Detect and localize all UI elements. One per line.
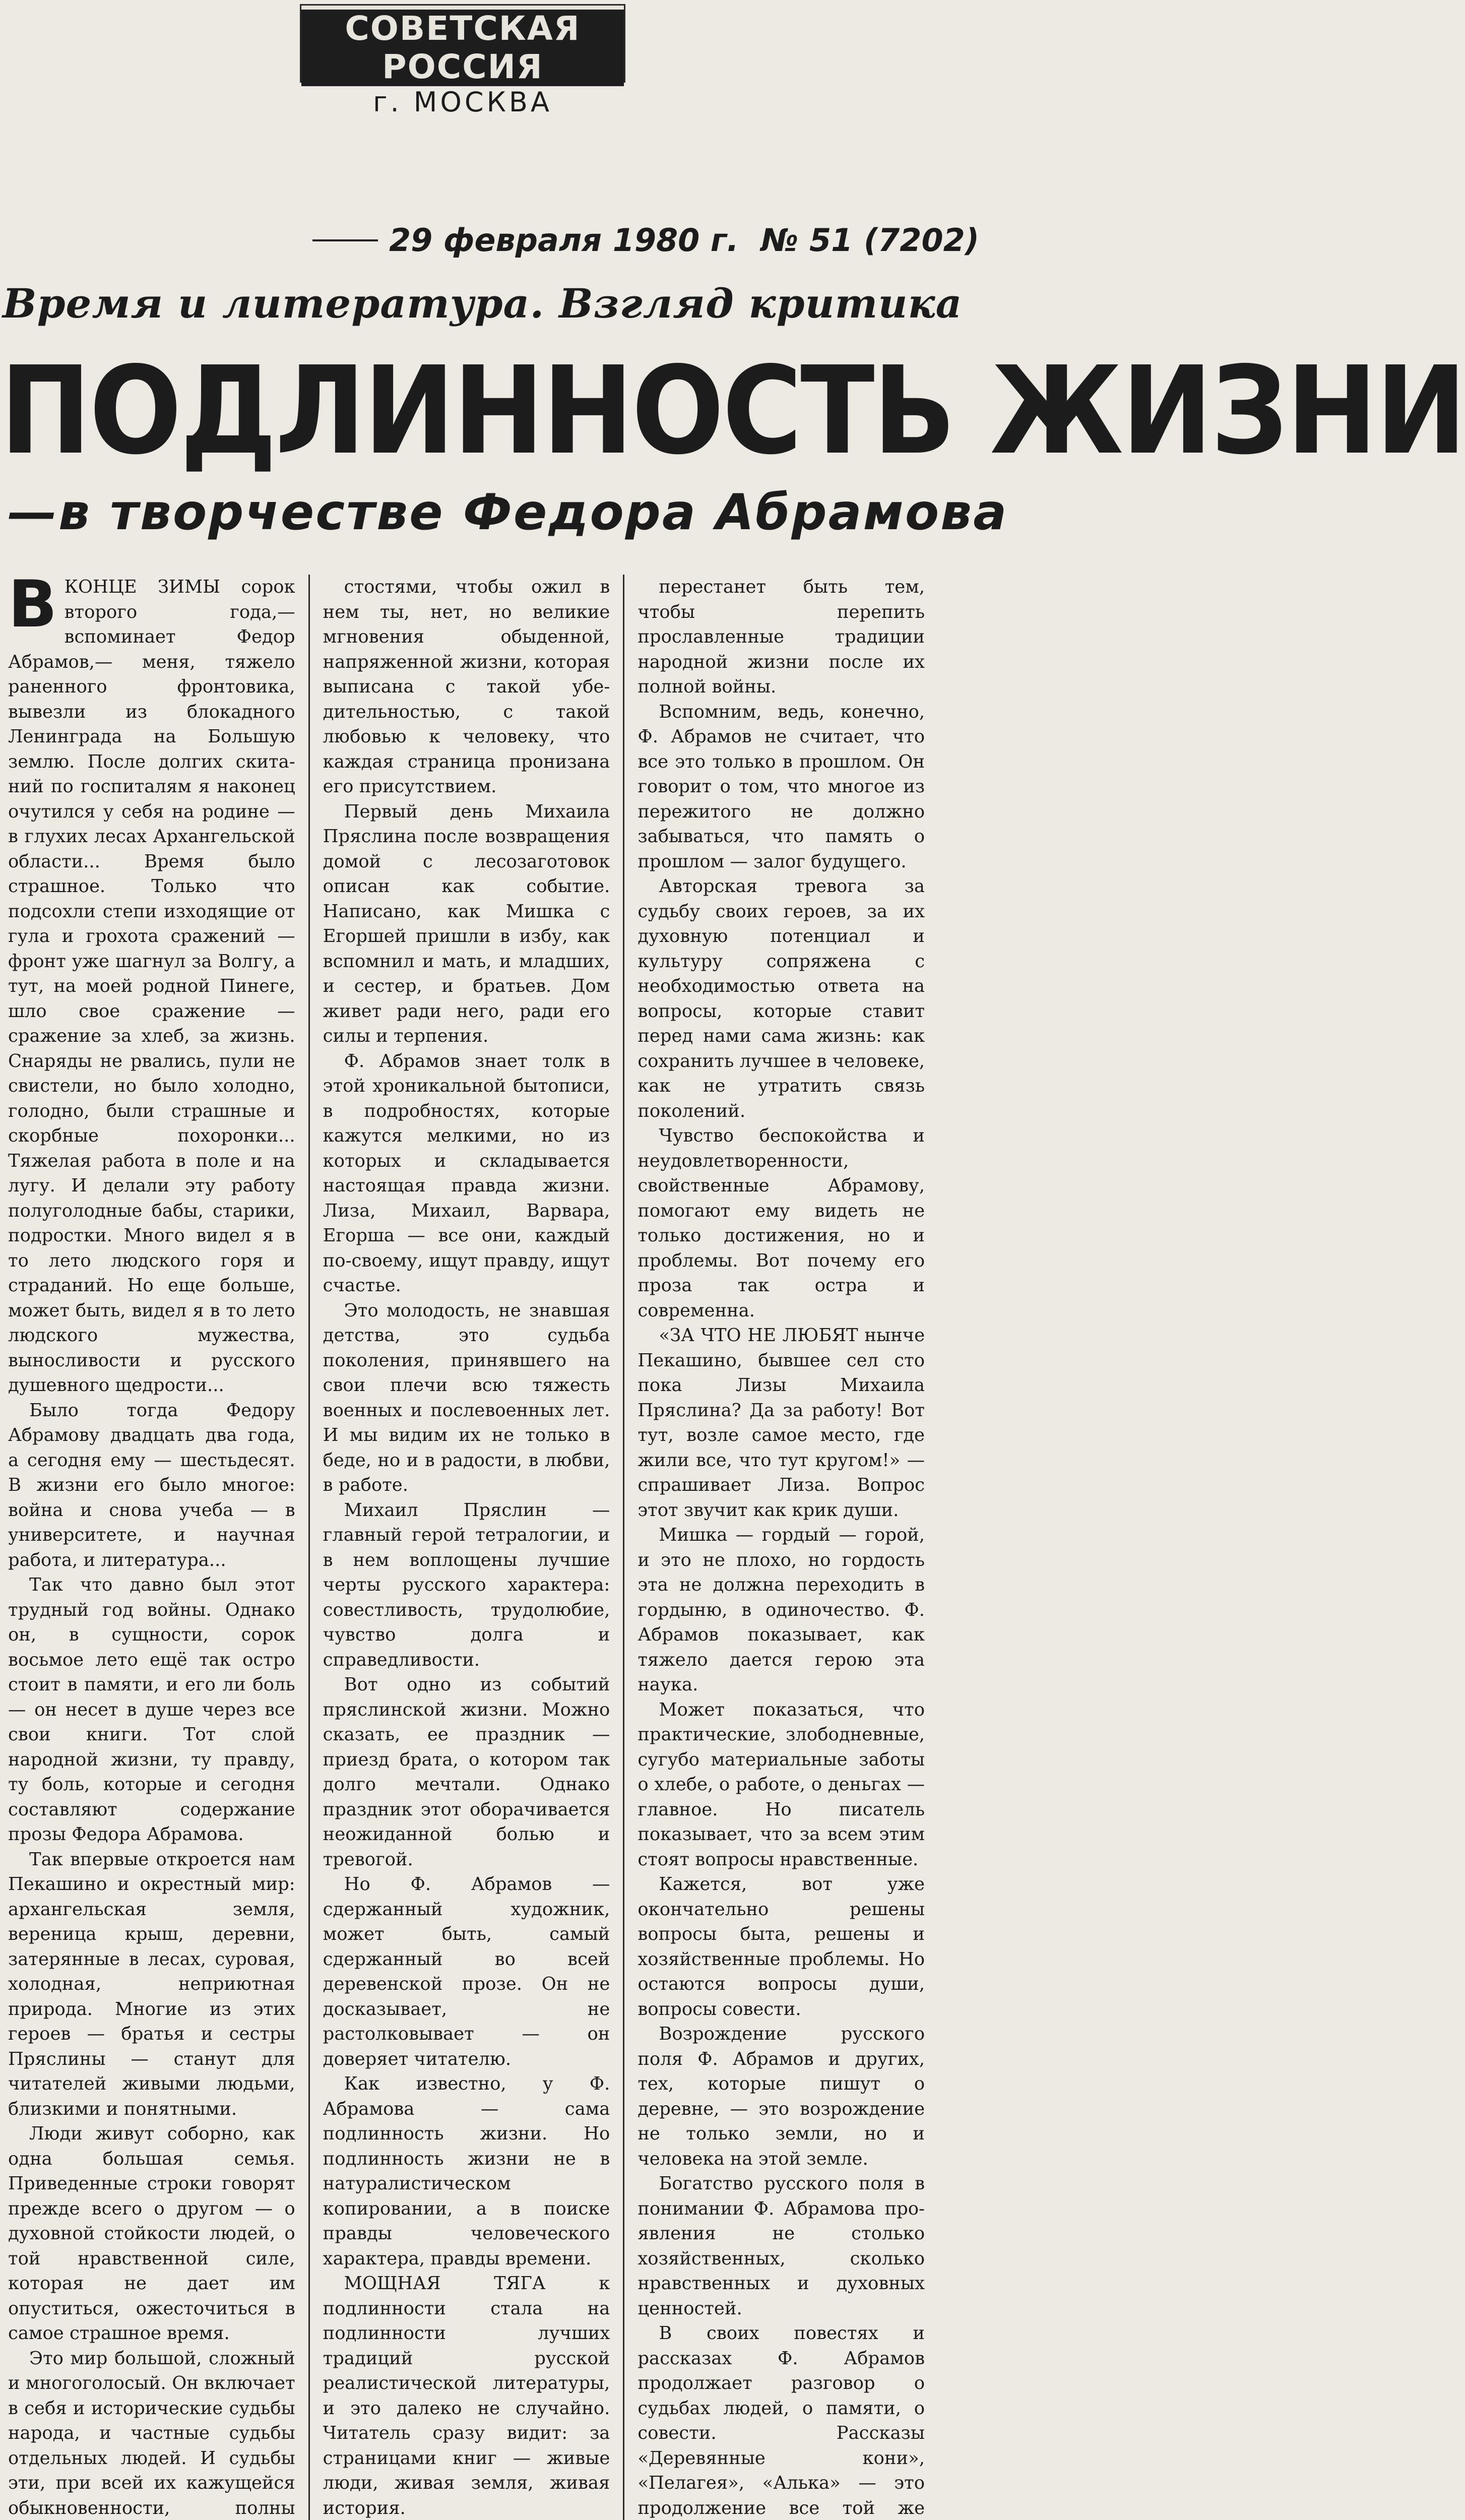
article-column-2 xyxy=(308,575,623,2520)
dateline xyxy=(312,222,980,259)
article-paragraph: Люди живут соборно, как одна большая семья. Приведенные строки говорят прежде всего о другом — о духовной стойкости людей, о той нравственной силе, которая не дает им опуститься, ожесточиться в самое страшное время. xyxy=(8,2123,295,2344)
article-paragraph: «ЗА ЧТО НЕ ЛЮБЯТ нынче Пекашино, бывшее сел сто пока Лизы Михаила Пряслина? Да за работу! Вот тут, возле самое место, где жили все, что тут кругом!» — спрашивает Лиза. Вопрос этот звучит как крик души. xyxy=(638,1325,925,1521)
issue-date: 29 февраля 1980 г. xyxy=(389,222,739,259)
article-column-3 xyxy=(623,575,938,2520)
article-paragraph: Было тогда Федору Абрамову двадцать два года, а сегодня ему — шестьдесят. В жизни его было многое: война и снова учеба — в университете, и научная работа, и литература... xyxy=(8,1400,295,1570)
article-paragraph: стостями, чтобы ожил в нем ты, нет, но великие мгновения обыденной, напряженной жизни, которая выписана с такой убедительностью, с такой любовью к человеку, что каждая страница пронизана его присутствием. xyxy=(323,577,610,797)
newspaper-stamp xyxy=(300,4,625,118)
article-paragraph: Авторская тревога за судьбу своих героев, за их духовную потенциал и культуру сопряжена с необходимостью ответа на вопросы, которые ставит перед нами сама жизнь: как сохранить лучшее в человеке, как не утратить связь поколений. xyxy=(638,876,925,1121)
article-paragraph: Но Ф. Абрамов — сдержанный художник, может быть, самый сдержанный во всей деревенской прозе. Он не досказывает, не растолковывает — он доверяет читателю. xyxy=(323,1874,610,2069)
article-paragraph: Мишка — гордый — горой, и это не плохо, но гордость эта не должна переходить в гордыню, в одиночество. Ф. Абрамов показывает, как тяжело дается герою эта наука. xyxy=(638,1525,925,1695)
article-paragraph: В своих повестях и рассказах Ф. Абрамов продолжает разговор о судьбах людей, о памяти, о совести. Рассказы «Деревянные кони», «Пелагея», «Алька» — это продолжение все той же xyxy=(638,2323,925,2518)
article-paragraph: Возрождение русского поля Ф. Абрамов и других, тех, которые пишут о деревне, — это возрождение не только земли, но и человека на этой земле. xyxy=(638,2024,925,2169)
article-paragraph: Так что давно был этот трудный год войны. Однако он, в сущности, сорок восьмое лето ещё так остро стоит в памяти, и его ли боль — он несет в душе через все свои книги. Тот слой народной жизни, ту правду, ту боль, которые и сегодня составляют содержание прозы Федора Абрамова. xyxy=(8,1574,295,1845)
article-paragraph: Кажется, вот уже окончательно решены вопросы быта, решены и хозяйственные проблемы. Но остаются вопросы души, вопросы совести. xyxy=(638,1874,925,2020)
article-paragraph: Михаил Пряслин — главный герой тетралогии, и в нем воплощены лучшие черты русского характера: совестливость, трудолюбие, чувство долга и справедливости. xyxy=(323,1499,610,1670)
article-paragraph: Это мир большой, сложный и многоголосый. Он включает в себя и исторические судьбы народа, и частные судьбы отдельных людей. И судьбы эти, при всей их кажущейся обыкновенности, полны xyxy=(8,2348,295,2518)
drop-cap: В xyxy=(8,567,57,642)
stamp-city: г. МОСКВА xyxy=(373,86,552,118)
headline: ПОДЛИННОСТЬ ЖИЗНИ xyxy=(0,340,1465,481)
stamp-newspaper-name: СОВЕТСКАЯ РОССИЯ xyxy=(301,10,624,86)
issue-number: № 51 (7202) xyxy=(760,222,980,259)
subheadline: —в творчестве Федора Абрамова xyxy=(8,484,1008,541)
article-paragraph: Так впервые откроется нам Пекашино и окрестный мир: архангельская земля, вереница крыш, деревни, затерянные в лесах, суровая, холодная, неприютная природа. Многие из этих героев — братья и сестры Пряслины — станут для читателей живыми людьми, близкими и понятными. xyxy=(8,1849,295,2119)
article-paragraph: Вспомним, ведь, конечно, Ф. Абрамов не считает, что все это только в прошлом. Он говорит о том, что многое из пережитого не должно забываться, что память о прошлом — залог будущего. xyxy=(638,701,925,872)
article-column-1 xyxy=(5,567,308,2520)
article-paragraph: Первый день Михаила Пряслина после возвращения домой с лесозаготовок описан как событие. Написано, как Мишка с Егоршей пришли в избу, как вспомнил и мать, и младших, и сестер, и братьев. Дом живет ради него, ради его силы и терпения. xyxy=(323,801,610,1046)
article-paragraph: Как известно, у Ф. Абрамова — сама подлинность жизни. Но подлинность жизни не в натуралистическом копировании, а в поиске правды человеческого характера, правды времени. xyxy=(323,2073,610,2269)
article-paragraph: Ф. Абрамов знает толк в этой хроникальной бытописи, в подробностях, которые кажутся мелкими, но из которых и складывается настоящая правда жизни. Лиза, Михаил, Варвара, Егорша — все они, каждый по-своему, ищут правду, ищут счастье. xyxy=(323,1050,610,1296)
article-paragraph: Богатство русского поля в понимании Ф. Абрамова проявления не столько хозяйственных, сколько нравственных и духовных ценностей. xyxy=(638,2173,925,2319)
article-paragraph: перестанет быть тем, чтобы перепить прославленные традиции народной жизни после их полной войны. xyxy=(638,577,925,697)
article-body xyxy=(5,567,938,2520)
rubric: Время и литература. Взгляд критика xyxy=(3,280,963,327)
article-paragraph: Может показаться, что практические, злободневные, сугубо материальные заботы о хлебе, о работе, о деньгах — главное. Но писатель показывает, что за всем этим стоят вопросы нравственные. xyxy=(638,1699,925,1870)
article-paragraph: МОЩНАЯ ТЯГА к подлинности стала на подлинности лучших традиций русской реалистической литературы, и это далеко не случайно. Читатель сразу видит: за страницами книг — живые люди, живая земля, живая история. xyxy=(323,2273,610,2518)
article-paragraph: Это молодость, не знавшая детства, это судьба поколения, принявшего на свои плечи всю тяжесть военных и послевоенных лет. И мы видим их не только в беде, но и в радости, в любви, в работе. xyxy=(323,1300,610,1495)
dateline-rule xyxy=(312,239,378,241)
article-paragraph: Чувство беспокойства и неудовлетворенности, свойственные Абрамову, помогают ему видеть не только достижения, но и проблемы. Вот почему его проза так остра и современна. xyxy=(638,1125,925,1321)
article-paragraph: КОНЦЕ ЗИМЫ сорок второго года,— вспоминает Федор Абрамов,— меня, тяжело раненного фронтовика, вывезли из блокадного Ленинграда на Большую землю. После долгих скитаний по госпиталям я наконец очутился у себя на родине — в глухих лесах Архангельской области... Время было страшное. Только что подсохли степи изходящие от гула и грохота сражений — фронт уже шагнул за Волгу, а тут, на моей родной Пинеге, шло свое сражение — сражение за хлеб, за жизнь. Снаряды не рвались, пули не свистели, но было холодно, голодно, были страшные и скорбные похоронки... Тяжелая работа в поле и на лугу. И делали эту работу полуголодные бабы, старики, подростки. Много видел я в то лето людского горя и страданий. Но еще больше, может быть, видел я в то лето людского мужества, выносливости и русского душевного щедрости... xyxy=(8,577,295,1396)
article-paragraph: Вот одно из событий пряслинской жизни. Можно сказать, ее праздник — приезд брата, о котором так долго мечтали. Однако праздник этот оборачивается неожиданной болью и тревогой. xyxy=(323,1674,610,1870)
